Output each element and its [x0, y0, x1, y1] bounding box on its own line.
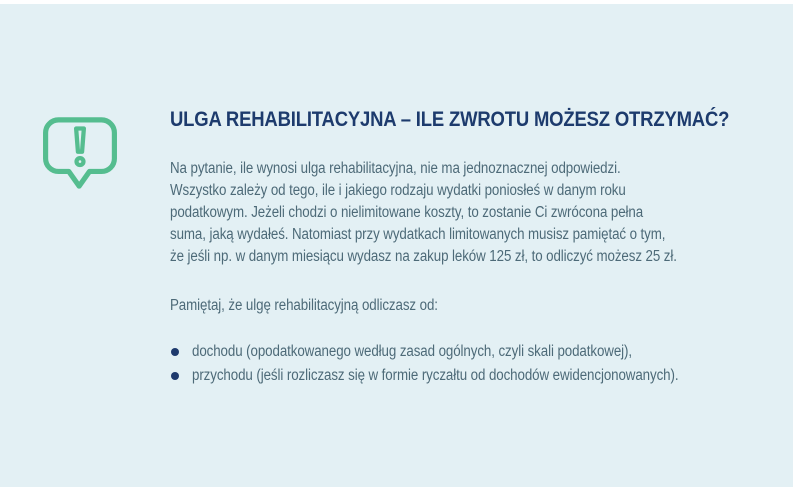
exclamation-speech-bubble-icon-svg [37, 110, 123, 202]
list-item-label: przychodu (jeśli rozliczasz się w formie ryczałtu od dochodów ewidencjonowanych). [192, 367, 679, 384]
content-panel [0, 4, 793, 487]
list-item [170, 340, 770, 364]
text-column [170, 108, 770, 388]
exclamation-speech-bubble-icon [37, 110, 123, 202]
page-title: ULGA REHABILITACYJNA – ILE ZWROTU MOŻESZ OTRZYMAĆ? [170, 108, 730, 131]
deduction-sources-list [170, 340, 770, 388]
list-item-label: dochodu (opodatkowanego według zasad ogólnych, czyli skali podatkowej), [192, 343, 632, 360]
remember-line: Pamiętaj, że ulgę rehabilitacyjną odliczasz od: [170, 297, 438, 314]
bullet-dot-icon [171, 372, 179, 380]
list-item [170, 364, 770, 388]
remember-paragraph [170, 295, 770, 317]
bullet-dot-icon [171, 348, 179, 356]
intro-line: że jeśli np. w danym miesiącu wydasz na zakup leków 125 zł, to odliczyć możesz 25 zł. [170, 248, 677, 265]
intro-paragraph [170, 158, 770, 268]
intro-line: Wszystko zależy od tego, ile i jakiego rodzaju wydatki poniosłeś w danym roku [170, 182, 626, 199]
intro-line: Na pytanie, ile wynosi ulga rehabilitacyjna, nie ma jednoznacznej odpowiedzi. [170, 160, 621, 177]
intro-line: suma, jaką wydałeś. Natomiast przy wydatkach limitowanych musisz pamiętać o tym, [170, 226, 666, 243]
intro-line: podatkowym. Jeżeli chodzi o nielimitowane koszty, to zostanie Ci zwrócona pełna [170, 204, 644, 221]
